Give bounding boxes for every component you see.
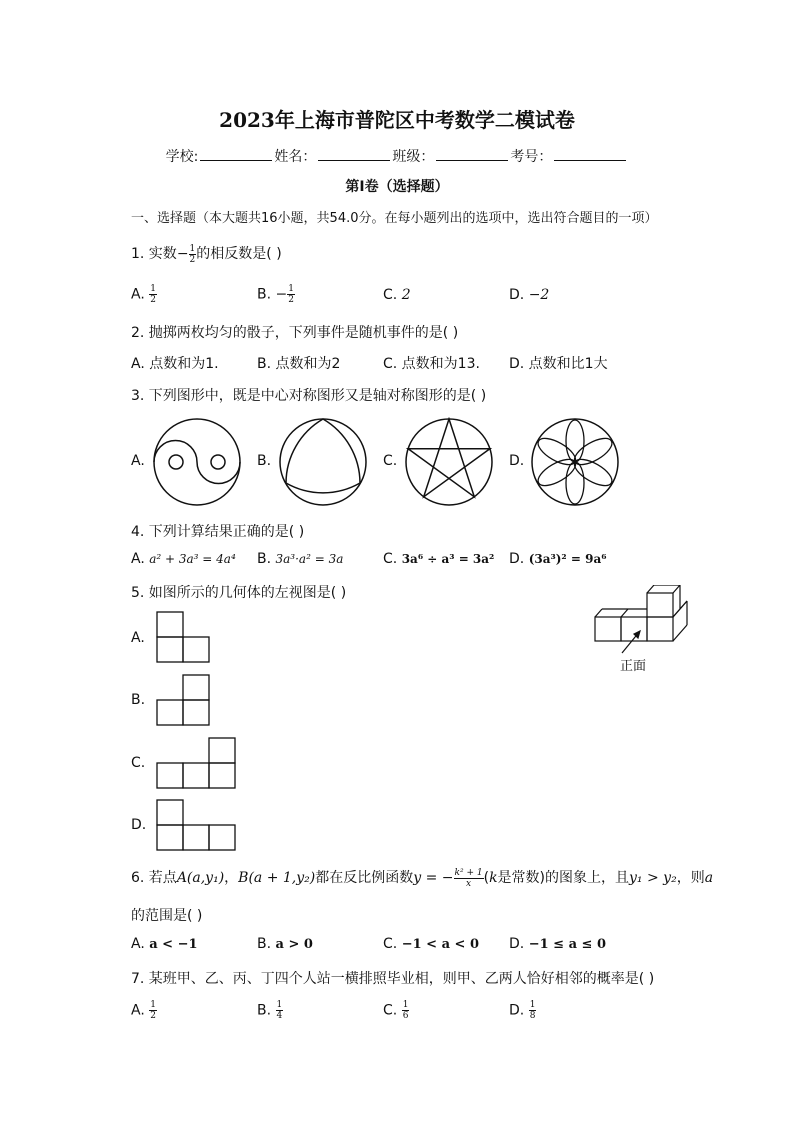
q5-option-c-figure [155,736,241,791]
q3-option-a-label[interactable]: A. [131,453,145,469]
q4-option-c[interactable]: C. 3a⁶ ÷ a³ = 3a² [383,551,495,567]
q6-stem-line2: 的范围是( ) [131,908,203,924]
front-label: 正面 [620,659,647,674]
q7-option-d[interactable]: D. $\frac{1}{8}$ [509,1000,536,1021]
q4-stem: 4. 下列计算结果正确的是( ) [131,524,305,540]
q2-option-b[interactable]: B. 点数和为2 [257,356,341,372]
class-blank[interactable] [436,148,508,161]
name-blank[interactable] [318,148,390,161]
pentagram-figure [404,417,494,507]
q5-option-a-label[interactable]: A. [131,630,145,646]
q3-option-d-label[interactable]: D. [509,453,525,469]
q6-option-c[interactable]: C. −1 < a < 0 [383,936,479,952]
q5-option-b-label[interactable]: B. [131,692,146,708]
volume-title: 第I卷（选择题） [345,179,449,195]
q5-option-c-label[interactable]: C. [131,755,146,771]
q2-stem: 2. 抛掷两枚均匀的骰子，下列事件是随机事件的是( ) [131,325,459,341]
reuleaux-triangle-figure [278,417,368,507]
q5-option-b-figure [155,673,215,728]
q5-stem: 5. 如图所示的几何体的左视图是( ) [131,585,347,601]
student-info-line [0,146,794,166]
q6-option-d[interactable]: D. −1 ≤ a ≤ 0 [509,936,606,952]
q4-option-d[interactable]: D. (3a³)² = 9a⁶ [509,551,607,567]
school-blank[interactable] [200,148,272,161]
q7-option-b[interactable]: B. $\frac{1}{4}$ [257,1000,283,1021]
section-title: 一、选择题（本大题共16小题，共54.0分。在每小题列出的选项中，选出符合题目的一项） [131,211,658,226]
school-label: 学校: [165,149,199,165]
q6-option-a[interactable]: A. a < −1 [131,936,198,952]
q6-fraction: $\frac{\text{k² + 1}}{x}$ [454,867,483,889]
q1-option-b[interactable]: B. − $\frac{1}{2}$ [257,284,294,305]
q7-option-a[interactable]: A. $\frac{1}{2}$ [131,1000,156,1021]
yin-yang-figure [152,417,242,507]
q4-option-b[interactable]: B. 3a³·a² = 3a [257,551,344,567]
exam-no-blank[interactable] [554,148,626,161]
exam-title: 2023年上海市普陀区中考数学二模试卷 [219,108,575,132]
q5-option-d-figure [155,798,241,853]
name-label: 姓名： [274,149,317,165]
q1-option-d[interactable]: D. −2 [509,287,550,303]
q5-solid-figure [590,585,730,675]
q3-option-b-label[interactable]: B. [257,453,272,469]
class-label: 班级： [392,149,435,165]
q7-stem: 7. 某班甲、乙、丙、丁四个人站一横排照毕业相，则甲、乙两人恰好相邻的概率是( ) [131,971,655,987]
q1-option-c[interactable]: C. 2 [383,287,411,303]
q4-option-a[interactable]: A. a² + 3a³ = 4a⁴ [131,551,236,567]
q6-option-b[interactable]: B. a > 0 [257,936,313,952]
q2-option-d[interactable]: D. 点数和比1大 [509,356,608,372]
q1-option-a[interactable]: A. $\frac{1}{2}$ [131,284,156,305]
q1-stem: 1. 实数− $\frac{1}{2}$ 的相反数是( ) [131,243,282,265]
q3-option-c-label[interactable]: C. [383,453,398,469]
q3-stem: 3. 下列图形中，既是中心对称图形又是轴对称图形的是( ) [131,388,487,404]
q2-option-c[interactable]: C. 点数和为13. [383,356,480,372]
six-petal-flower-figure [530,417,620,507]
q1-fraction: $\frac{1}{2}$ [189,243,196,265]
q6-stem: 6. 若点A(a,y₁)，B(a + 1,y₂)都在反比例函数y = − $\frac{\text{k² + 1}}{x}$ (k是常数)的图象上，且y₁ > y₂，则a [131,867,714,889]
q7-option-c[interactable]: C. $\frac{1}{6}$ [383,1000,409,1021]
q5-option-a-figure [155,610,215,665]
exam-no-label: 考号： [510,149,553,165]
q2-option-a[interactable]: A. 点数和为1. [131,356,219,372]
q5-option-d-label[interactable]: D. [131,817,147,833]
